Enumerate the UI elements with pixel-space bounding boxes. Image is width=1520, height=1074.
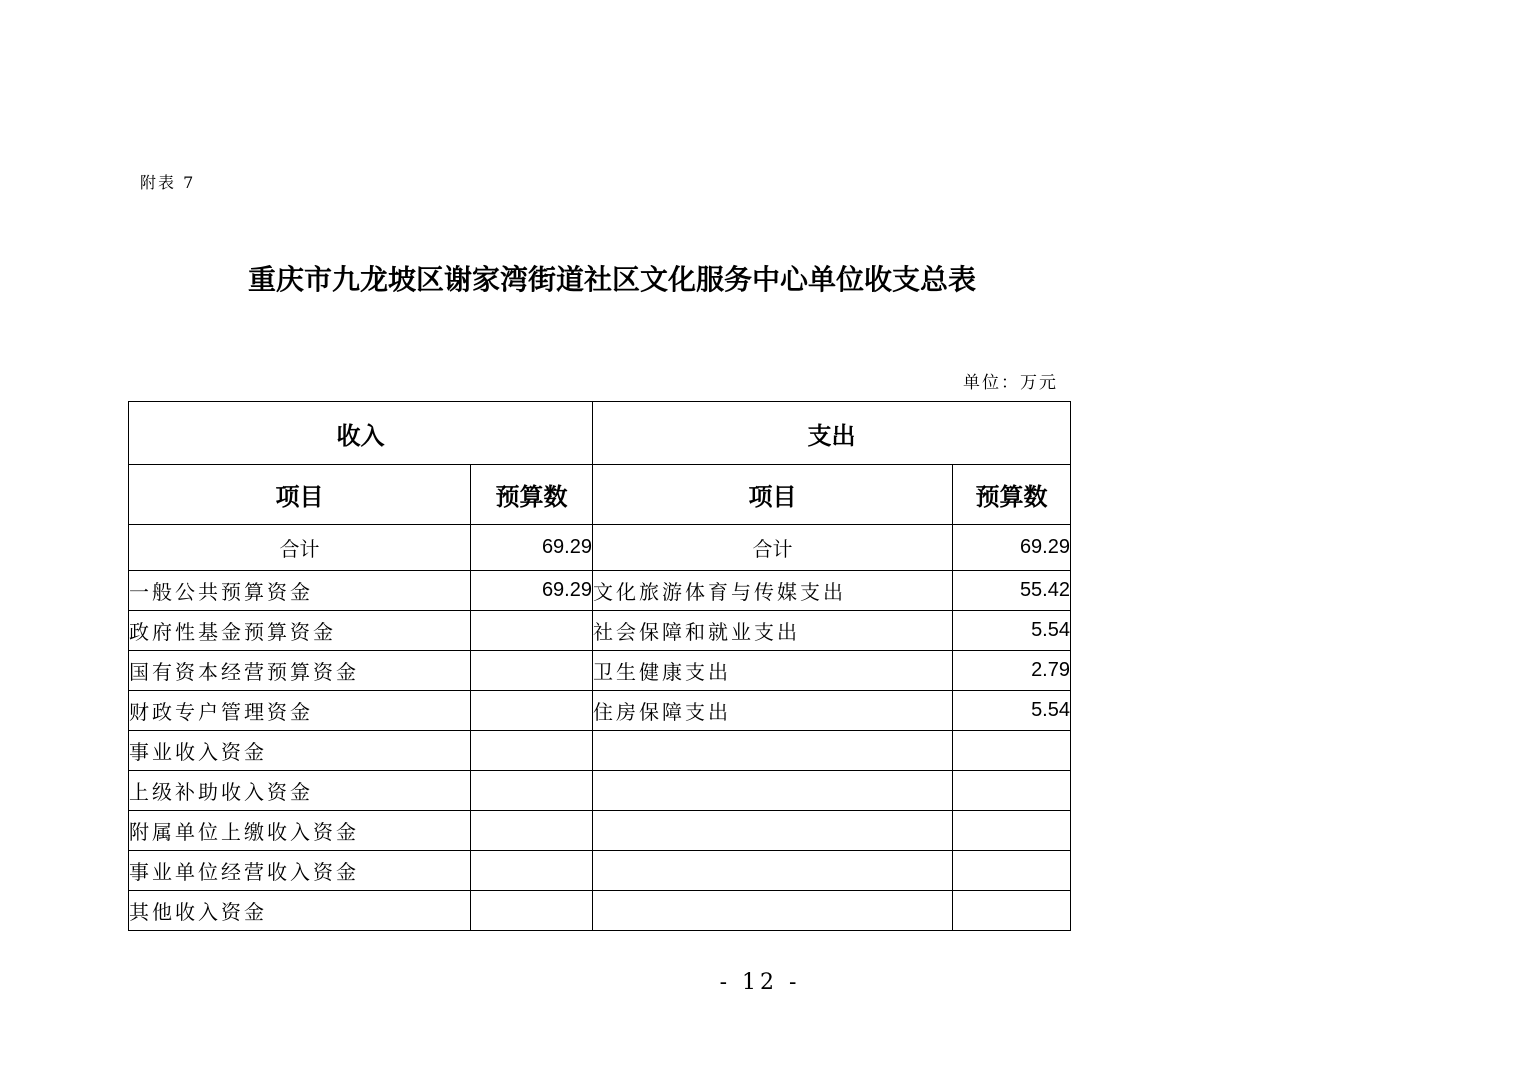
expense-value-cell — [953, 771, 1071, 811]
income-value-cell — [471, 891, 593, 931]
expense-item-cell — [593, 811, 953, 851]
table-row — [129, 571, 1071, 611]
income-item-cell: 政府性基金预算资金 — [129, 611, 471, 651]
expense-item-cell — [593, 771, 953, 811]
income-item-cell: 财政专户管理资金 — [129, 691, 471, 731]
expense-item-header: 项目 — [593, 465, 953, 525]
expense-value-cell — [953, 891, 1071, 931]
expense-value-cell: 2.79 — [953, 651, 1071, 691]
expense-budget-header: 预算数 — [953, 465, 1071, 525]
table-row — [129, 811, 1071, 851]
income-value-cell — [471, 611, 593, 651]
table-row — [129, 691, 1071, 731]
table-row — [129, 731, 1071, 771]
expense-value-cell — [953, 811, 1071, 851]
table-row — [129, 851, 1071, 891]
income-item-cell: 上级补助收入资金 — [129, 771, 471, 811]
income-header: 收入 — [129, 402, 593, 465]
expense-item-cell — [593, 851, 953, 891]
expense-value-cell — [953, 851, 1071, 891]
income-value-cell — [471, 851, 593, 891]
expense-total-label: 合计 — [593, 525, 953, 571]
income-item-cell: 事业单位经营收入资金 — [129, 851, 471, 891]
expense-total-value: 69.29 — [953, 525, 1071, 571]
income-value-cell — [471, 651, 593, 691]
income-value-cell — [471, 771, 593, 811]
expense-value-cell: 55.42 — [953, 571, 1071, 611]
income-item-cell: 一般公共预算资金 — [129, 571, 471, 611]
income-item-cell: 其他收入资金 — [129, 891, 471, 931]
expense-header: 支出 — [593, 402, 1071, 465]
expense-item-cell — [593, 891, 953, 931]
expense-item-cell: 卫生健康支出 — [593, 651, 953, 691]
expense-value-cell — [953, 731, 1071, 771]
attachment-label: 附表 7 — [140, 173, 196, 192]
income-item-cell: 附属单位上缴收入资金 — [129, 811, 471, 851]
total-row — [129, 525, 1071, 571]
income-item-cell: 事业收入资金 — [129, 731, 471, 771]
income-value-cell — [471, 811, 593, 851]
page-title: 重庆市九龙坡区谢家湾街道社区文化服务中心单位收支总表 — [248, 263, 977, 296]
table-row — [129, 611, 1071, 651]
section-header-row — [129, 402, 1071, 465]
column-header-row — [129, 465, 1071, 525]
income-item-header: 项目 — [129, 465, 471, 525]
expense-item-cell: 文化旅游体育与传媒支出 — [593, 571, 953, 611]
page-number: - 12 - — [719, 970, 801, 995]
expense-value-cell: 5.54 — [953, 611, 1071, 651]
budget-summary-table — [128, 401, 1071, 931]
table-row — [129, 651, 1071, 691]
expense-value-cell: 5.54 — [953, 691, 1071, 731]
expense-item-cell: 住房保障支出 — [593, 691, 953, 731]
income-item-cell: 国有资本经营预算资金 — [129, 651, 471, 691]
table-row — [129, 891, 1071, 931]
income-value-cell — [471, 691, 593, 731]
expense-item-cell — [593, 731, 953, 771]
expense-item-cell: 社会保障和就业支出 — [593, 611, 953, 651]
income-total-value: 69.29 — [471, 525, 593, 571]
income-value-cell: 69.29 — [471, 571, 593, 611]
income-budget-header: 预算数 — [471, 465, 593, 525]
unit-label: 单位：万元 — [963, 373, 1058, 393]
table-row — [129, 771, 1071, 811]
income-total-label: 合计 — [129, 525, 471, 571]
income-value-cell — [471, 731, 593, 771]
